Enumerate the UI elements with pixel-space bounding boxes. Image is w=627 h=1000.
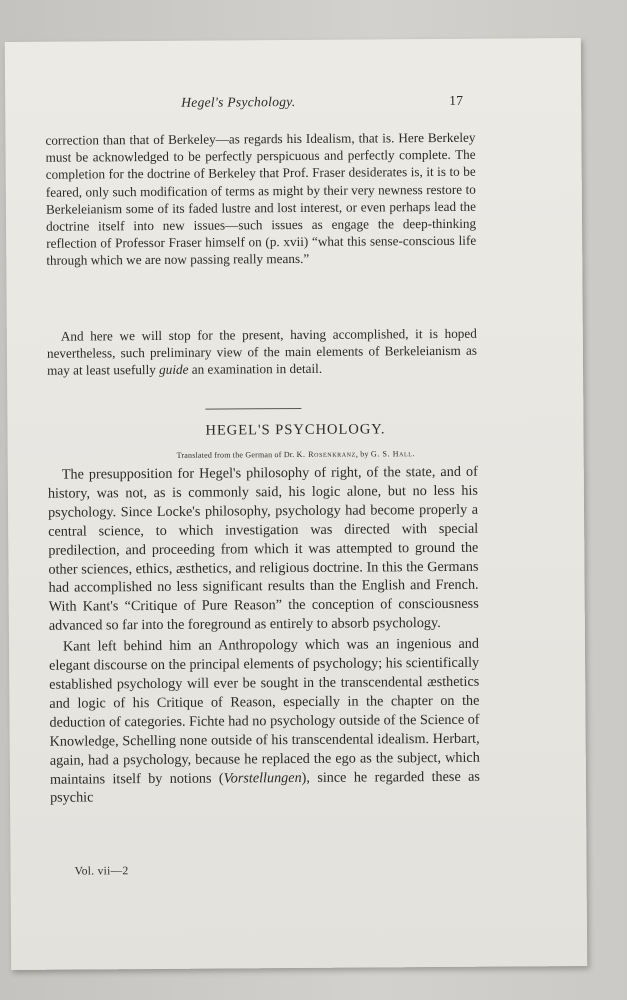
book-page bbox=[5, 38, 587, 970]
byline-end: . bbox=[412, 449, 415, 459]
article-paragraph-1: The presupposition for Hegel's philosophy of right, of the state, and of history, was not, as is commonly said, his logic alone, but no less his psychology. Since Locke's philosophy, psychology had become properly a central science, to which investigation was directed with special predilection, and proceeding from which it was attempted to ground the other sciences, ethics, æsthetics, and religious doctrine. In this the Germans had accomplished no less significant results than the English and French. With Kant's “Critique of Pure Reason” the conception of consciousness advanced so far into the foreground as entirely to absorb psychology. bbox=[47, 463, 479, 634]
running-head bbox=[5, 92, 581, 110]
previous-article-paragraph-1 bbox=[45, 129, 476, 270]
article-body bbox=[48, 463, 480, 810]
paragraph-text bbox=[47, 325, 477, 380]
emphasis-text: guide bbox=[159, 362, 189, 378]
text-run: an examination in detail. bbox=[188, 361, 323, 378]
previous-article-paragraph-2 bbox=[47, 325, 477, 380]
emphasis-text: Vorstellungen bbox=[223, 769, 302, 787]
article-paragraph-2 bbox=[49, 635, 480, 808]
byline-translator: G. S. Hall bbox=[370, 449, 413, 459]
text-run: Kant left behind him an Anthropology which was an ingenious and elegant discourse on the principal elements of psychology; his scientifically established psychology will ever be sought in the transcendental æsthetics and logic of his Critique of Reason, especially in the chapter on the deduction of categories. Fichte had no psychology outside of the Science of Knowledge, Schelling none outside of his transcendental idealism. Herbart, again, had a psychology, because he replaced the ego as the subject, which maintains itself by notions ( bbox=[49, 635, 480, 788]
byline-prefix: Translated from the German of Dr. bbox=[176, 449, 297, 460]
byline-author: K. Rosenkranz bbox=[296, 449, 356, 459]
page-number: 17 bbox=[449, 92, 464, 108]
text-run: ), since he regarded these as psychic bbox=[49, 768, 480, 807]
byline-middle: , by bbox=[355, 449, 371, 459]
article-title: HEGEL'S PSYCHOLOGY. bbox=[205, 421, 386, 439]
paragraph-text: correction than that of Berkeley—as regards his Idealism, that is. Here Berkeley must be acknowledged to be perfectly perspicuous and perfectly complete. The completion for the doctrine of Berkeley that Prof. Fraser desiderates is, it is to be feared, only such modification of terms as might by their very newness restore to Berkeleianism some of its faded lustre and lost interest, or even perhaps lead the doctrine itself into new issues—such issues as engage the deep-thinking reflection of Professor Fraser himself on (p. xvii) “what this sense-conscious life through which we are now passing really means.” bbox=[45, 129, 477, 269]
section-divider bbox=[205, 408, 301, 410]
running-head-title: Hegel's Psychology. bbox=[181, 93, 296, 110]
signature-mark: Vol. vii—2 bbox=[74, 865, 129, 878]
text-run: And here we will stop for the present, having accomplished, it is hoped nevertheless, such preliminary view of the main elements of Berkeleianism as may at least usefully bbox=[46, 325, 477, 379]
article-byline bbox=[8, 448, 584, 461]
